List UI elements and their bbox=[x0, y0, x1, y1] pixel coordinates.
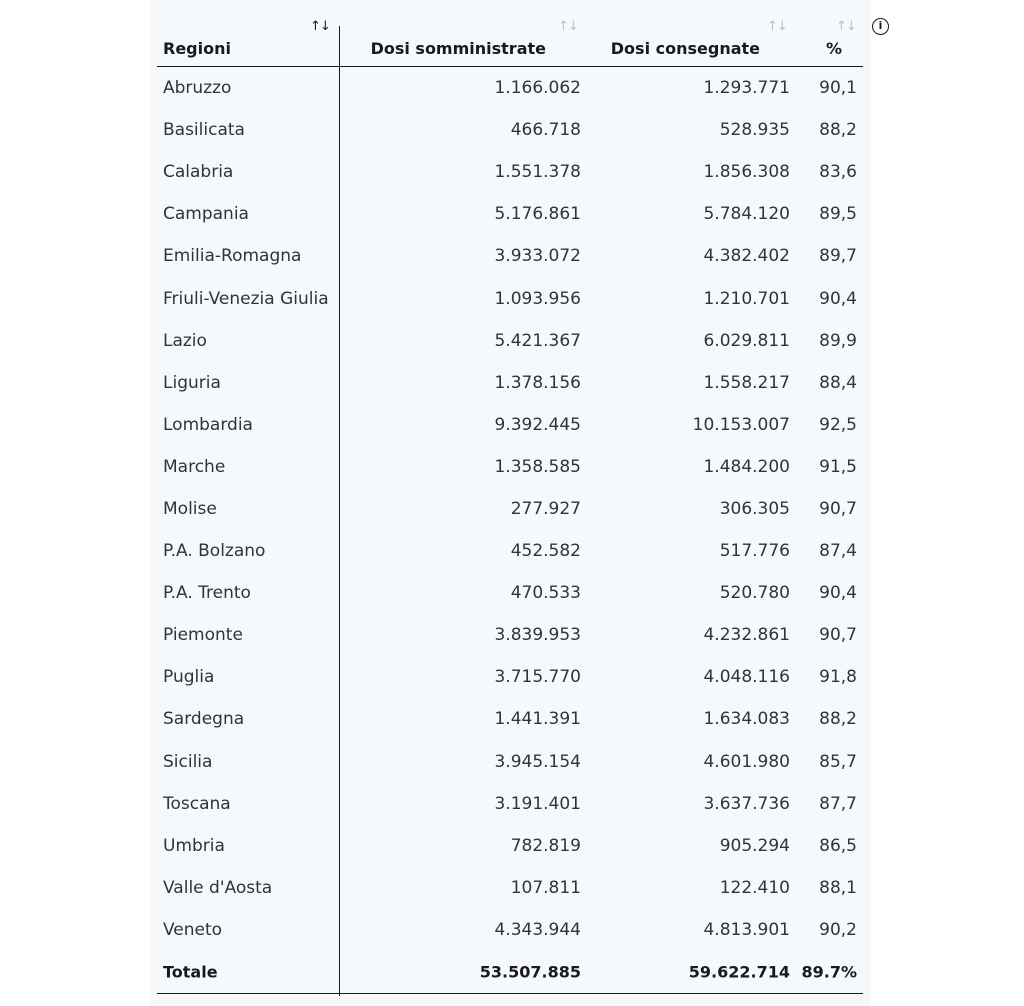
percent-cell: 89,5 bbox=[819, 204, 857, 225]
table-row bbox=[157, 741, 863, 783]
region-cell: Abruzzo bbox=[163, 78, 232, 99]
percent-cell: 90,4 bbox=[819, 583, 857, 604]
column-divider bbox=[339, 26, 340, 996]
table-row bbox=[157, 404, 863, 446]
delivered-cell: 905.294 bbox=[719, 835, 790, 856]
administered-cell: 5.421.367 bbox=[494, 330, 581, 351]
delivered-cell: 517.776 bbox=[719, 541, 790, 562]
table-row bbox=[157, 656, 863, 698]
info-icon[interactable]: i bbox=[872, 18, 889, 35]
region-cell: Friuli-Venezia Giulia bbox=[163, 288, 329, 309]
region-cell: Umbria bbox=[163, 835, 225, 856]
delivered-cell: 10.153.007 bbox=[692, 414, 790, 435]
region-cell: Veneto bbox=[163, 919, 223, 940]
administered-cell: 782.819 bbox=[510, 835, 581, 856]
percent-cell: 92,5 bbox=[819, 414, 857, 435]
table-header bbox=[157, 0, 863, 67]
region-cell: Molise bbox=[163, 498, 217, 519]
percent-cell: 90,7 bbox=[819, 498, 857, 519]
percent-cell: 90,1 bbox=[819, 78, 857, 99]
delivered-cell: 4.048.116 bbox=[703, 667, 790, 688]
percent-cell: 86,5 bbox=[819, 835, 857, 856]
percent-cell: 88,1 bbox=[819, 877, 857, 898]
percent-cell: 90,2 bbox=[819, 919, 857, 940]
percent-cell: 90,7 bbox=[819, 625, 857, 646]
table-row bbox=[157, 362, 863, 404]
delivered-cell: 306.305 bbox=[719, 498, 790, 519]
table-body bbox=[157, 67, 863, 951]
header-delivered[interactable]: Dosi consegnate bbox=[610, 39, 760, 58]
region-cell: Piemonte bbox=[163, 625, 243, 646]
table-row bbox=[157, 909, 863, 951]
total-row bbox=[157, 951, 863, 994]
table-row bbox=[157, 193, 863, 235]
region-cell: Marche bbox=[163, 456, 226, 477]
administered-cell: 452.582 bbox=[510, 541, 581, 562]
percent-cell: 85,7 bbox=[819, 751, 857, 772]
region-cell: Emilia-Romagna bbox=[163, 246, 302, 267]
region-cell: Toscana bbox=[163, 793, 231, 814]
table-row bbox=[157, 320, 863, 362]
percent-cell: 91,8 bbox=[819, 667, 857, 688]
region-cell: Liguria bbox=[163, 372, 221, 393]
delivered-cell: 1.634.083 bbox=[703, 709, 790, 730]
region-cell: P.A. Trento bbox=[163, 583, 251, 604]
administered-cell: 4.343.944 bbox=[494, 919, 581, 940]
delivered-cell: 1.484.200 bbox=[703, 456, 790, 477]
administered-cell: 3.715.770 bbox=[494, 667, 581, 688]
vaccine-table bbox=[157, 0, 863, 994]
table-row bbox=[157, 277, 863, 319]
header-percent[interactable]: % bbox=[826, 39, 843, 58]
administered-cell: 3.933.072 bbox=[494, 246, 581, 267]
table-row bbox=[157, 235, 863, 277]
header-administered[interactable]: Dosi somministrate bbox=[370, 39, 546, 58]
administered-cell: 1.166.062 bbox=[494, 78, 581, 99]
percent-cell: 89,9 bbox=[819, 330, 857, 351]
region-cell: Puglia bbox=[163, 667, 215, 688]
administered-cell: 3.191.401 bbox=[494, 793, 581, 814]
delivered-cell: 1.856.308 bbox=[703, 162, 790, 183]
delivered-cell: 3.637.736 bbox=[703, 793, 790, 814]
administered-cell: 466.718 bbox=[510, 120, 581, 141]
table-row bbox=[157, 698, 863, 740]
table-row bbox=[157, 109, 863, 151]
total-delivered: 59.622.714 bbox=[688, 962, 790, 982]
table-row bbox=[157, 67, 863, 109]
region-cell: Valle d'Aosta bbox=[163, 877, 273, 898]
table-row bbox=[157, 530, 863, 572]
percent-cell: 83,6 bbox=[819, 162, 857, 183]
table-row bbox=[157, 572, 863, 614]
header-region[interactable]: Regioni bbox=[163, 39, 231, 58]
table-row bbox=[157, 867, 863, 909]
region-cell: Sicilia bbox=[163, 751, 213, 772]
region-cell: Campania bbox=[163, 204, 249, 225]
table-row bbox=[157, 614, 863, 656]
delivered-cell: 4.601.980 bbox=[703, 751, 790, 772]
region-cell: Lombardia bbox=[163, 414, 253, 435]
administered-cell: 1.358.585 bbox=[494, 456, 581, 477]
sort-percent-icon[interactable]: ↑↓ bbox=[836, 19, 856, 34]
delivered-cell: 4.382.402 bbox=[703, 246, 790, 267]
delivered-cell: 520.780 bbox=[719, 583, 790, 604]
percent-cell: 87,7 bbox=[819, 793, 857, 814]
percent-cell: 87,4 bbox=[819, 541, 857, 562]
administered-cell: 107.811 bbox=[510, 877, 581, 898]
percent-cell: 88,4 bbox=[819, 372, 857, 393]
table-row bbox=[157, 488, 863, 530]
table-row bbox=[157, 825, 863, 867]
percent-cell: 88,2 bbox=[819, 120, 857, 141]
region-cell: Sardegna bbox=[163, 709, 245, 730]
administered-cell: 3.945.154 bbox=[494, 751, 581, 772]
delivered-cell: 528.935 bbox=[719, 120, 790, 141]
administered-cell: 1.441.391 bbox=[494, 709, 581, 730]
region-cell: P.A. Bolzano bbox=[163, 541, 266, 562]
delivered-cell: 6.029.811 bbox=[703, 330, 790, 351]
administered-cell: 1.093.956 bbox=[494, 288, 581, 309]
delivered-cell: 1.210.701 bbox=[703, 288, 790, 309]
administered-cell: 5.176.861 bbox=[494, 204, 581, 225]
total-administered: 53.507.885 bbox=[479, 962, 581, 982]
region-cell: Lazio bbox=[163, 330, 207, 351]
administered-cell: 1.551.378 bbox=[494, 162, 581, 183]
table-row bbox=[157, 151, 863, 193]
delivered-cell: 122.410 bbox=[719, 877, 790, 898]
delivered-cell: 5.784.120 bbox=[703, 204, 790, 225]
total-percent: 89.7% bbox=[801, 962, 857, 982]
sort-administered-icon[interactable]: ↑↓ bbox=[558, 19, 578, 34]
sort-region-icon[interactable]: ↑↓ bbox=[310, 19, 330, 34]
percent-cell: 88,2 bbox=[819, 709, 857, 730]
percent-cell: 91,5 bbox=[819, 456, 857, 477]
delivered-cell: 4.813.901 bbox=[703, 919, 790, 940]
region-cell: Basilicata bbox=[163, 120, 245, 141]
sort-delivered-icon[interactable]: ↑↓ bbox=[767, 19, 787, 34]
administered-cell: 9.392.445 bbox=[494, 414, 581, 435]
total-label: Totale bbox=[163, 962, 218, 982]
delivered-cell: 1.558.217 bbox=[703, 372, 790, 393]
delivered-cell: 1.293.771 bbox=[703, 78, 790, 99]
administered-cell: 1.378.156 bbox=[494, 372, 581, 393]
administered-cell: 277.927 bbox=[510, 498, 581, 519]
percent-cell: 89,7 bbox=[819, 246, 857, 267]
table-row bbox=[157, 783, 863, 825]
region-cell: Calabria bbox=[163, 162, 234, 183]
administered-cell: 470.533 bbox=[510, 583, 581, 604]
delivered-cell: 4.232.861 bbox=[703, 625, 790, 646]
administered-cell: 3.839.953 bbox=[494, 625, 581, 646]
table-row bbox=[157, 446, 863, 488]
percent-cell: 90,4 bbox=[819, 288, 857, 309]
